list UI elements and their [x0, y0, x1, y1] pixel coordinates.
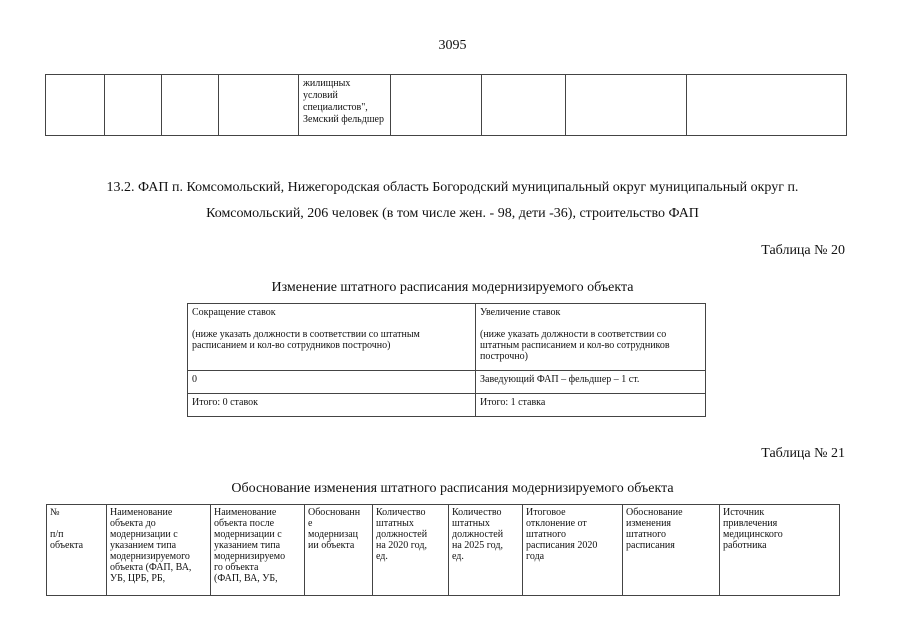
header-line: должностей — [376, 529, 428, 540]
top-table-fragment — [45, 74, 847, 136]
header-line: объекта до — [110, 518, 156, 529]
table-header-cell — [107, 505, 211, 596]
table-row — [188, 371, 706, 394]
header-line: Наименование — [110, 507, 173, 518]
table-row — [188, 394, 706, 417]
increase-note: (ниже указать должности в соответствии со штатным расписанием и кол-во сотрудников построчно) — [480, 329, 670, 362]
increase-header: Увеличение ставок — [480, 307, 561, 318]
header-line: модернизируемо — [214, 551, 286, 562]
header-line: штатных — [376, 518, 414, 529]
table-cell — [219, 75, 299, 136]
table-row — [46, 75, 847, 136]
reduction-header: Сокращение ставок — [192, 307, 276, 318]
header-line: медицинского — [723, 529, 783, 540]
header-line: работника — [723, 540, 767, 551]
table-header-cell — [720, 505, 840, 596]
cell-line: Земский фельдшер — [303, 114, 384, 125]
table-cell — [391, 75, 482, 136]
header-line — [50, 518, 103, 529]
header-line: объекта (ФАП, ВА, — [110, 562, 192, 573]
header-line: е — [308, 518, 313, 529]
header-line: штатных — [452, 518, 490, 529]
header-line: объекта после — [214, 518, 275, 529]
header-line: модернизации с — [214, 529, 282, 540]
header-line: указанием типа — [214, 540, 281, 551]
page-number: 3095 — [438, 38, 467, 53]
cell-line: специалистов", — [303, 102, 368, 113]
header-line: объекта — [50, 540, 84, 551]
header-line: расписания — [626, 540, 675, 551]
cell-line: жилищных — [303, 78, 351, 89]
header-line: Итоговое — [526, 507, 566, 518]
header-line: на 2025 год, — [452, 540, 503, 551]
cell-line: условий — [303, 90, 338, 101]
header-line: указанием типа — [110, 540, 177, 551]
table-header-row — [47, 505, 840, 596]
table-21-caption: Таблица № 21 — [761, 446, 845, 461]
header-line: (ФАП, ВА, УБ, — [214, 573, 278, 584]
header-line: п/п — [50, 529, 64, 540]
header-line: привлечения — [723, 518, 778, 529]
section-heading-line-1: 13.2. ФАП п. Комсомольский, Нижегородская область Богородский муниципальный округ муниципальный округ п. — [106, 180, 799, 195]
header-line: Количество — [376, 507, 426, 518]
cell-text-block — [299, 75, 390, 129]
header-line: должностей — [452, 529, 504, 540]
section-heading-line-2: Комсомольский, 206 человек (в том числе жен. - 98, дети -36), строительство ФАП — [206, 206, 699, 221]
table-cell — [482, 75, 566, 136]
header-line: Наименование — [214, 507, 277, 518]
header-line: Обоснованн — [308, 507, 361, 518]
header-line: изменения — [626, 518, 672, 529]
table-header-cell — [211, 505, 305, 596]
table-cell — [687, 75, 847, 136]
table-20-caption: Таблица № 20 — [761, 243, 845, 258]
table-header-cell — [449, 505, 523, 596]
header-line: УБ, ЦРБ, РБ, — [110, 573, 166, 584]
staffing-change-table — [187, 303, 706, 417]
reduction-value: 0 — [188, 371, 476, 394]
table-cell — [46, 75, 105, 136]
table-cell — [162, 75, 219, 136]
increase-total: Итого: 1 ставка — [476, 394, 706, 417]
header-line: расписания 2020 — [526, 540, 598, 551]
table-header-cell — [305, 505, 373, 596]
header-line: ед. — [452, 551, 464, 562]
header-line: ед. — [376, 551, 388, 562]
header-line: года — [526, 551, 545, 562]
table-cell — [566, 75, 687, 136]
header-line: модернизации с — [110, 529, 178, 540]
table-header-cell — [623, 505, 720, 596]
table-21-title: Обоснование изменения штатного расписания модернизируемого объекта — [231, 481, 674, 496]
staffing-justification-table — [46, 504, 840, 596]
table-cell — [299, 75, 391, 136]
table-20-title: Изменение штатного расписания модернизируемого объекта — [271, 280, 634, 295]
header-line: штатного — [626, 529, 666, 540]
reduction-note: (ниже указать должности в соответствии со штатным расписанием и кол-во сотрудников построчно) — [192, 329, 420, 351]
header-line: Количество — [452, 507, 502, 518]
table-row — [188, 304, 706, 371]
increase-value: Заведующий ФАП – фельдшер – 1 ст. — [476, 371, 706, 394]
reduction-total: Итого: 0 ставок — [188, 394, 476, 417]
header-line: № — [50, 507, 60, 518]
header-line: Источник — [723, 507, 765, 518]
header-line: на 2020 год, — [376, 540, 427, 551]
header-line: модернизируемого — [110, 551, 190, 562]
header-line: го объекта — [214, 562, 259, 573]
header-line: модернизац — [308, 529, 359, 540]
table-cell — [105, 75, 162, 136]
header-line: отклонение от — [526, 518, 587, 529]
table-cell-increase — [476, 304, 706, 371]
table-header-cell — [47, 505, 107, 596]
header-line: ии объекта — [308, 540, 355, 551]
table-header-cell — [373, 505, 449, 596]
table-cell-reduction — [188, 304, 476, 371]
header-line: Обоснование — [626, 507, 683, 518]
table-header-cell — [523, 505, 623, 596]
header-line: штатного — [526, 529, 566, 540]
